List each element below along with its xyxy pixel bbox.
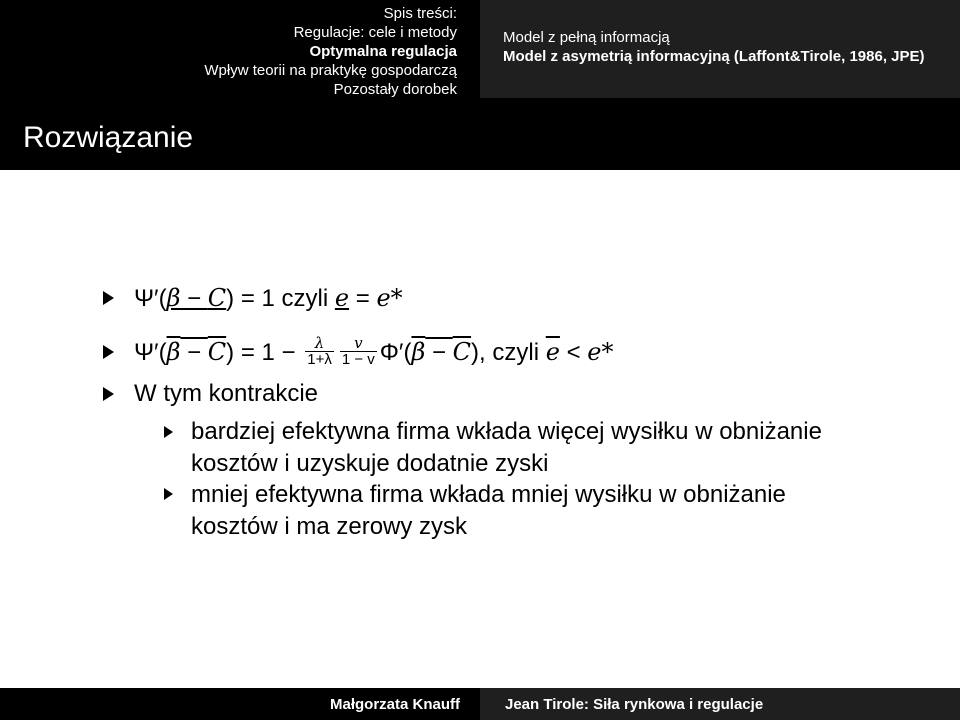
e-symbol: $\overline{e}$ xyxy=(545,338,560,366)
footer-title: Jean Tirole: Siła rynkowa i regulacje xyxy=(480,688,960,720)
c-symbol: C xyxy=(452,338,472,366)
minus: − xyxy=(180,339,208,366)
footer-author: Małgorzata Knauff xyxy=(0,688,480,720)
psi-prime: Ψ′ xyxy=(134,285,159,312)
subbullet-inefficient-line2: kosztów i ma zerowy zysk xyxy=(191,513,468,540)
paren: ( xyxy=(158,285,167,312)
subbullet-marker-icon xyxy=(164,426,173,438)
less-than: < xyxy=(559,339,588,366)
equals-text: = 1 czyli xyxy=(234,285,335,312)
nav-subsection-full-info[interactable]: Model z pełną informacją xyxy=(503,29,670,46)
subsection-navigation xyxy=(480,0,960,98)
equation-first-best xyxy=(134,283,403,314)
paren: ) xyxy=(471,339,480,366)
bullet-marker-icon xyxy=(103,291,114,305)
paren: ) xyxy=(226,285,235,312)
czyli-text: , czyli xyxy=(479,339,546,366)
paren: ) xyxy=(226,339,235,366)
e-star-symbol: e* xyxy=(376,284,403,312)
fraction-lambda: $\frac{\lambda}{1+\lambda}$ xyxy=(307,334,332,369)
section-navigation xyxy=(0,0,480,98)
paren: ( xyxy=(158,339,167,366)
beta-symbol: β xyxy=(166,338,181,366)
slide-title xyxy=(0,98,960,170)
psi-prime: Ψ′ xyxy=(134,339,159,366)
beta-symbol: β xyxy=(411,338,426,366)
e-star-symbol: e* xyxy=(587,338,614,366)
subbullet-inefficient-line1: mniej efektywna firma wkłada mniej wysiłku w obniżanie xyxy=(191,481,786,508)
beta-symbol: β xyxy=(166,284,181,312)
paren: ( xyxy=(403,339,412,366)
nav-section-optimal-regulation[interactable]: Optymalna regulacja xyxy=(309,43,457,60)
slide-title-text: Rozwiązanie xyxy=(23,121,194,154)
c-symbol: C xyxy=(207,338,227,366)
bullet-contract: W tym kontrakcie xyxy=(134,380,319,407)
e-symbol: e xyxy=(334,284,350,312)
minus: − xyxy=(425,339,453,366)
subbullet-efficient-line1: bardziej efektywna firma wkłada więcej wysiłku w obniżanie xyxy=(191,418,822,445)
equation-second-best xyxy=(134,334,614,369)
beamer-footer xyxy=(0,688,960,720)
beamer-header xyxy=(0,0,960,98)
slide-content xyxy=(0,170,960,688)
nav-section-toc[interactable]: Spis treści: xyxy=(383,5,457,22)
nav-section-other[interactable]: Pozostały dorobek xyxy=(333,81,457,98)
phi-prime: Φ′ xyxy=(379,339,404,366)
minus: − xyxy=(180,285,208,312)
nav-subsection-asymmetric-info[interactable]: Model z asymetrią informacyjną (Laffont&Tirole, 1986, JPE) xyxy=(503,48,925,65)
equals: = xyxy=(349,285,377,312)
c-symbol: C xyxy=(207,284,227,312)
bullet-marker-icon xyxy=(103,345,114,359)
subbullet-marker-icon xyxy=(164,488,173,500)
equals-text: = 1 − xyxy=(234,339,303,366)
fraction-v: $\frac{v}{1 - v}$ xyxy=(341,334,375,369)
nav-section-practice[interactable]: Wpływ teorii na praktykę gospodarczą xyxy=(204,62,457,79)
nav-section-goals[interactable]: Regulacje: cele i metody xyxy=(293,24,457,41)
subbullet-efficient-line2: kosztów i uzyskuje dodatnie zyski xyxy=(191,450,549,477)
bullet-marker-icon xyxy=(103,387,114,401)
